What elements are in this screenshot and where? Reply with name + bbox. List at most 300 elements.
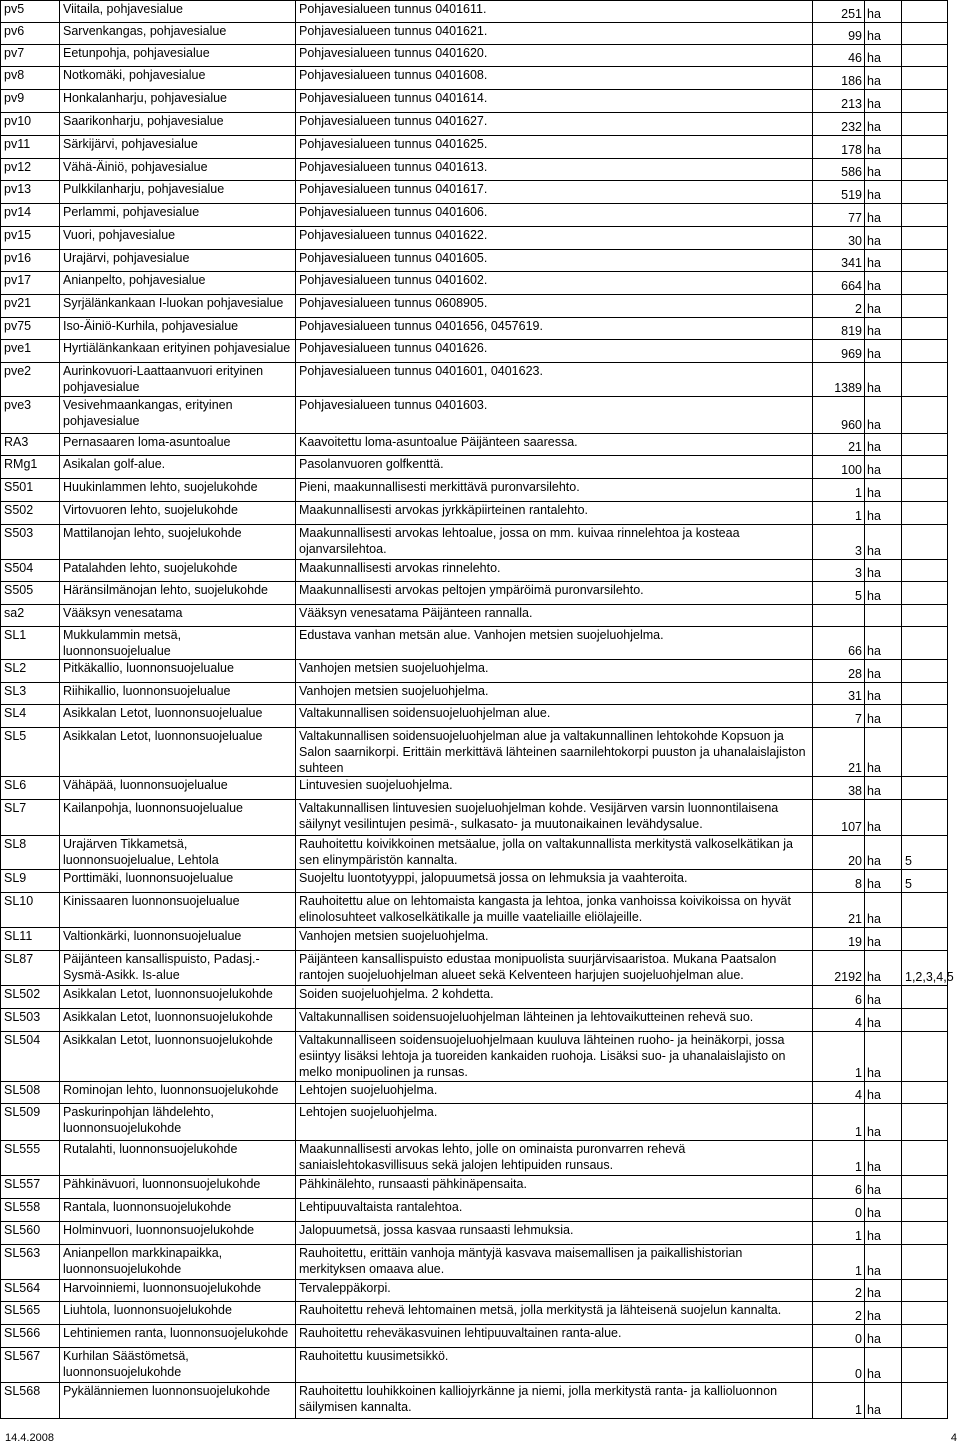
area-code-cell: S505 <box>1 582 60 605</box>
area-reference-cell <box>902 605 948 627</box>
area-code-cell: pv16 <box>1 250 60 272</box>
area-unit-cell: ha <box>865 45 902 67</box>
area-reference-cell <box>902 113 948 136</box>
area-name-cell: Aurinkovuori-Laattaanvuori erityinen pohjavesialue <box>60 363 296 397</box>
area-code-cell: SL1 <box>1 627 60 660</box>
area-unit-cell: ha <box>865 728 902 777</box>
area-size-cell: 2192 <box>813 951 865 986</box>
area-name-cell: Mattilanojan lehto, suojelukohde <box>60 525 296 560</box>
area-reference-cell <box>902 67 948 90</box>
area-name-cell: Asikkalan Letot, luonnonsuojelualue <box>60 705 296 728</box>
area-reference-cell <box>902 272 948 295</box>
area-size-cell: 4 <box>813 1009 865 1032</box>
area-code-cell: pve2 <box>1 363 60 397</box>
area-code-cell: SL566 <box>1 1325 60 1348</box>
area-code-cell: SL7 <box>1 800 60 836</box>
area-name-cell: Vähäpää, luonnonsuojelualue <box>60 777 296 800</box>
table-row <box>1 1222 948 1245</box>
area-unit-cell: ha <box>865 928 902 951</box>
area-code-cell: SL10 <box>1 893 60 928</box>
area-size-cell: 1 <box>813 479 865 502</box>
area-code-cell: SL557 <box>1 1176 60 1199</box>
area-unit-cell: ha <box>865 1199 902 1222</box>
area-code-cell: S503 <box>1 525 60 560</box>
table-row <box>1 1176 948 1199</box>
table-row <box>1 1325 948 1348</box>
area-code-cell: SL8 <box>1 836 60 870</box>
area-description-cell: Soiden suojeluohjelma. 2 kohdetta. <box>296 986 813 1009</box>
area-reference-cell: 5 <box>902 836 948 870</box>
area-code-cell: SL568 <box>1 1383 60 1419</box>
area-code-cell: pv8 <box>1 67 60 90</box>
table-row <box>1 1009 948 1032</box>
area-name-cell: Hyrtiälänkankaan erityinen pohjavesialue <box>60 340 296 363</box>
area-code-cell: SL564 <box>1 1280 60 1302</box>
area-unit-cell: ha <box>865 363 902 397</box>
area-code-cell: SL87 <box>1 951 60 986</box>
table-row <box>1 45 948 67</box>
area-unit-cell: ha <box>865 227 902 250</box>
area-description-cell: Rauhoitettu koivikkoinen metsäalue, jolla on valtakunnallista merkitystä valkoselkätikan ja sen elinympäristön kannalta. <box>296 836 813 870</box>
area-size-cell: 2 <box>813 1302 865 1325</box>
area-reference-cell <box>902 1383 948 1419</box>
area-code-cell: SL565 <box>1 1302 60 1325</box>
area-name-cell: Harvoinniemi, luonnonsuojelukohde <box>60 1280 296 1302</box>
area-unit-cell: ha <box>865 1 902 23</box>
area-reference-cell <box>902 525 948 560</box>
area-name-cell: Mukkulammin metsä, luonnonsuojelualue <box>60 627 296 660</box>
area-size-cell: 969 <box>813 340 865 363</box>
area-name-cell: Rantala, luonnonsuojelukohde <box>60 1199 296 1222</box>
area-size-cell: 1 <box>813 1141 865 1176</box>
area-description-cell: Maakunnallisesti arvokas jyrkkäpiirteinen rantalehto. <box>296 502 813 525</box>
table-row <box>1 627 948 660</box>
area-reference-cell <box>902 1032 948 1082</box>
footer-date: 14.4.2008 <box>5 1432 54 1444</box>
area-size-cell: 0 <box>813 1325 865 1348</box>
area-description-cell: Pähkinälehto, runsaasti pähkinäpensaita. <box>296 1176 813 1199</box>
area-size-cell: 251 <box>813 1 865 23</box>
area-code-cell: SL5 <box>1 728 60 777</box>
area-unit-cell: ha <box>865 113 902 136</box>
area-description-cell: Suojeltu luontotyyppi, jalopuumetsä jossa on lehmuksia ja vaahteroita. <box>296 870 813 893</box>
area-description-cell: Vanhojen metsien suojeluohjelma. <box>296 683 813 705</box>
footer-page-number: 4 <box>950 1432 957 1444</box>
area-unit-cell: ha <box>865 456 902 479</box>
area-size-cell: 38 <box>813 777 865 800</box>
table-row <box>1 181 948 204</box>
area-code-cell: S502 <box>1 502 60 525</box>
area-unit-cell: ha <box>865 340 902 363</box>
area-name-cell: Pulkkilanharju, pohjavesialue <box>60 181 296 204</box>
area-code-cell: pv11 <box>1 136 60 159</box>
area-code-cell: pv7 <box>1 45 60 67</box>
area-unit-cell: ha <box>865 250 902 272</box>
area-reference-cell <box>902 295 948 318</box>
table-row <box>1 1383 948 1419</box>
area-name-cell: Patalahden lehto, suojelukohde <box>60 560 296 582</box>
area-code-cell: SL567 <box>1 1348 60 1383</box>
area-unit-cell: ha <box>865 660 902 683</box>
table-row <box>1 800 948 836</box>
area-name-cell: Iso-Äiniö-Kurhila, pohjavesialue <box>60 318 296 340</box>
area-code-cell: pv14 <box>1 204 60 227</box>
area-reference-cell <box>902 204 948 227</box>
area-size-cell: 99 <box>813 23 865 45</box>
area-unit-cell: ha <box>865 986 902 1009</box>
area-unit-cell: ha <box>865 502 902 525</box>
table-row <box>1 836 948 870</box>
area-description-cell: Valtakunnallisen lintuvesien suojeluohjelman kohde. Vesijärven varsin luonnontilaisena säilynyt vesilintujen pesimä-, sulkasato- ja muutonaikainen levähdysalue. <box>296 800 813 836</box>
area-reference-cell <box>902 227 948 250</box>
area-name-cell: Lehtiniemen ranta, luonnonsuojelukohde <box>60 1325 296 1348</box>
area-unit-cell: ha <box>865 705 902 728</box>
area-size-cell: 0 <box>813 1348 865 1383</box>
area-reference-cell <box>902 1325 948 1348</box>
area-unit-cell: ha <box>865 204 902 227</box>
area-unit-cell: ha <box>865 893 902 928</box>
area-description-cell: Päijänteen kansallispuisto edustaa monipuolista suurjärvisaaristoa. Mukana Paatsalon rantojen suojeluohjelman alueet sekä Kelventeen harjujen suojeluohjelman alue. <box>296 951 813 986</box>
area-reference-cell <box>902 1 948 23</box>
area-reference-cell <box>902 502 948 525</box>
area-name-cell: Asikkalan Letot, luonnonsuojelukohde <box>60 986 296 1009</box>
area-code-cell: pv9 <box>1 90 60 113</box>
area-description-cell: Pohjavesialueen tunnus 0401622. <box>296 227 813 250</box>
area-size-cell: 2 <box>813 1280 865 1302</box>
area-unit-cell: ha <box>865 23 902 45</box>
area-unit-cell: ha <box>865 318 902 340</box>
area-size-cell: 186 <box>813 67 865 90</box>
area-reference-cell <box>902 45 948 67</box>
area-name-cell: Eetunpohja, pohjavesialue <box>60 45 296 67</box>
area-size-cell: 1389 <box>813 363 865 397</box>
area-description-cell: Maakunnallisesti arvokas lehto, jolle on ominaista puronvarren rehevä saniaislehtokasvillisuus sekä jalojen lehtipuiden runsaus. <box>296 1141 813 1176</box>
table-row <box>1 1 948 23</box>
table-row <box>1 705 948 728</box>
area-reference-cell <box>902 1280 948 1302</box>
area-unit-cell: ha <box>865 951 902 986</box>
area-unit-cell: ha <box>865 1141 902 1176</box>
area-unit-cell: ha <box>865 1302 902 1325</box>
area-unit-cell: ha <box>865 525 902 560</box>
area-table-body <box>1 1 954 1419</box>
table-row <box>1 605 948 627</box>
area-name-cell: Liuhtola, luonnonsuojelukohde <box>60 1302 296 1325</box>
table-row <box>1 928 948 951</box>
area-unit-cell: ha <box>865 1348 902 1383</box>
area-size-cell: 3 <box>813 525 865 560</box>
table-row <box>1 1104 948 1141</box>
area-size-cell: 21 <box>813 728 865 777</box>
area-size-cell: 341 <box>813 250 865 272</box>
area-unit-cell: ha <box>865 1325 902 1348</box>
area-description-cell: Maakunnallisesti arvokas rinnelehto. <box>296 560 813 582</box>
area-unit-cell: ha <box>865 1082 902 1104</box>
area-code-cell: RA3 <box>1 434 60 456</box>
area-size-cell: 46 <box>813 45 865 67</box>
table-row <box>1 1141 948 1176</box>
table-row <box>1 777 948 800</box>
area-description-cell: Pohjavesialueen tunnus 0401621. <box>296 23 813 45</box>
area-size-cell: 100 <box>813 456 865 479</box>
area-reference-cell <box>902 660 948 683</box>
area-name-cell: Porttimäki, luonnonsuojelualue <box>60 870 296 893</box>
area-code-cell: RMg1 <box>1 456 60 479</box>
area-name-cell: Valtionkärki, luonnonsuojelualue <box>60 928 296 951</box>
area-description-cell: Pohjavesialueen tunnus 0401602. <box>296 272 813 295</box>
area-reference-cell <box>902 90 948 113</box>
area-unit-cell: ha <box>865 777 902 800</box>
area-size-cell: 5 <box>813 582 865 605</box>
area-size-cell: 519 <box>813 181 865 204</box>
area-unit-cell: ha <box>865 582 902 605</box>
area-description-cell: Edustava vanhan metsän alue. Vanhojen metsien suojeluohjelma. <box>296 627 813 660</box>
area-unit-cell: ha <box>865 272 902 295</box>
area-code-cell: SL504 <box>1 1032 60 1082</box>
area-name-cell: Vesivehmaankangas, erityinen pohjavesialue <box>60 397 296 434</box>
area-reference-cell <box>902 479 948 502</box>
area-size-cell: 1 <box>813 502 865 525</box>
area-name-cell: Asikkalan Letot, luonnonsuojelualue <box>60 728 296 777</box>
area-unit-cell: ha <box>865 560 902 582</box>
area-reference-cell <box>902 928 948 951</box>
area-description-cell: Vanhojen metsien suojeluohjelma. <box>296 660 813 683</box>
area-name-cell: Anianpelto, pohjavesialue <box>60 272 296 295</box>
area-size-cell: 31 <box>813 683 865 705</box>
area-size-cell: 960 <box>813 397 865 434</box>
area-code-cell: SL563 <box>1 1245 60 1280</box>
area-code-cell: pv12 <box>1 159 60 181</box>
area-reference-cell <box>902 893 948 928</box>
area-description-cell: Rauhoitettu reheväkasvuinen lehtipuuvaltainen ranta-alue. <box>296 1325 813 1348</box>
area-name-cell: Honkalanharju, pohjavesialue <box>60 90 296 113</box>
area-description-cell: Pohjavesialueen tunnus 0401656, 0457619. <box>296 318 813 340</box>
area-code-cell: SL555 <box>1 1141 60 1176</box>
area-size-cell: 0 <box>813 1199 865 1222</box>
area-name-cell: Viitaila, pohjavesialue <box>60 1 296 23</box>
area-name-cell: Rominojan lehto, luonnonsuojelukohde <box>60 1082 296 1104</box>
table-row <box>1 1302 948 1325</box>
area-reference-cell <box>902 800 948 836</box>
area-description-cell: Vanhojen metsien suojeluohjelma. <box>296 928 813 951</box>
area-reference-cell <box>902 1082 948 1104</box>
area-reference-cell <box>902 1245 948 1280</box>
area-description-cell: Pohjavesialueen tunnus 0401606. <box>296 204 813 227</box>
area-unit-cell: ha <box>865 1176 902 1199</box>
area-reference-cell <box>902 1141 948 1176</box>
area-description-cell: Kaavoitettu loma-asuntoalue Päijänteen saaressa. <box>296 434 813 456</box>
area-description-cell: Rauhoitettu rehevä lehtomainen metsä, jolla merkitystä ja lähteisenä suojelun kannalta. <box>296 1302 813 1325</box>
area-size-cell: 4 <box>813 1082 865 1104</box>
area-reference-cell <box>902 159 948 181</box>
area-name-cell: Holminvuori, luonnonsuojelukohde <box>60 1222 296 1245</box>
area-name-cell: Pykälänniemen luonnonsuojelukohde <box>60 1383 296 1419</box>
table-row <box>1 23 948 45</box>
area-reference-cell <box>902 1199 948 1222</box>
area-name-cell: Riihikallio, luonnonsuojelualue <box>60 683 296 705</box>
table-row <box>1 90 948 113</box>
area-code-cell: SL11 <box>1 928 60 951</box>
table-row <box>1 870 948 893</box>
table-row <box>1 683 948 705</box>
table-row <box>1 479 948 502</box>
area-description-cell: Pohjavesialueen tunnus 0401626. <box>296 340 813 363</box>
table-row <box>1 159 948 181</box>
area-code-cell: pv13 <box>1 181 60 204</box>
area-description-cell: Rauhoitettu louhikkoinen kalliojyrkänne ja niemi, jolla merkitystä ranta- ja kallioluonnon säilymisen kannalta. <box>296 1383 813 1419</box>
table-row <box>1 272 948 295</box>
area-reference-cell <box>902 1302 948 1325</box>
table-row <box>1 1280 948 1302</box>
area-name-cell: Vuori, pohjavesialue <box>60 227 296 250</box>
area-description-cell: Lintuvesien suojeluohjelma. <box>296 777 813 800</box>
area-unit-cell: ha <box>865 870 902 893</box>
area-size-cell: 77 <box>813 204 865 227</box>
area-reference-cell <box>902 627 948 660</box>
area-name-cell: Vähä-Äiniö, pohjavesialue <box>60 159 296 181</box>
area-name-cell: Kailanpohja, luonnonsuojelualue <box>60 800 296 836</box>
area-size-cell: 1 <box>813 1245 865 1280</box>
area-description-cell: Valtakunnalliseen soidensuojeluohjelmaan kuuluva lähteinen ruoho- ja heinäkorpi, jossa esiintyy lisäksi lehtoja ja tuoreiden kankaiden ruohoja. Lisäksi suo- ja uhanalaislajisto on melko monipuolinen ja runsas. <box>296 1032 813 1082</box>
area-unit-cell: ha <box>865 434 902 456</box>
area-size-cell: 7 <box>813 705 865 728</box>
area-description-cell: Lehtojen suojeluohjelma. <box>296 1104 813 1141</box>
table-row <box>1 250 948 272</box>
table-row <box>1 67 948 90</box>
area-description-cell: Pohjavesialueen tunnus 0401605. <box>296 250 813 272</box>
table-row <box>1 728 948 777</box>
area-size-cell: 107 <box>813 800 865 836</box>
area-size-cell: 232 <box>813 113 865 136</box>
area-size-cell: 19 <box>813 928 865 951</box>
area-name-cell: Pitkäkallio, luonnonsuojelualue <box>60 660 296 683</box>
area-size-cell: 3 <box>813 560 865 582</box>
area-code-cell: S504 <box>1 560 60 582</box>
area-reference-cell <box>902 560 948 582</box>
area-description-cell: Tervaleppäkorpi. <box>296 1280 813 1302</box>
area-code-cell: SL509 <box>1 1104 60 1141</box>
area-description-cell: Pohjavesialueen tunnus 0401601, 0401623. <box>296 363 813 397</box>
area-code-cell: sa2 <box>1 605 60 627</box>
area-size-cell <box>813 605 865 627</box>
area-unit-cell: ha <box>865 1032 902 1082</box>
area-unit-cell <box>865 605 902 627</box>
area-unit-cell: ha <box>865 67 902 90</box>
area-unit-cell: ha <box>865 627 902 660</box>
area-size-cell: 664 <box>813 272 865 295</box>
area-unit-cell: ha <box>865 90 902 113</box>
area-code-cell: SL508 <box>1 1082 60 1104</box>
table-row <box>1 204 948 227</box>
area-unit-cell: ha <box>865 136 902 159</box>
area-description-cell: Pohjavesialueen tunnus 0401613. <box>296 159 813 181</box>
area-unit-cell: ha <box>865 295 902 318</box>
area-unit-cell: ha <box>865 800 902 836</box>
area-code-cell: pve1 <box>1 340 60 363</box>
area-name-cell: Urajärven Tikkametsä, luonnonsuojelualue, Lehtola <box>60 836 296 870</box>
area-name-cell: Kinissaaren luonnonsuojelualue <box>60 893 296 928</box>
table-row <box>1 434 948 456</box>
area-name-cell: Saarikonharju, pohjavesialue <box>60 113 296 136</box>
area-reference-cell <box>902 986 948 1009</box>
area-code-cell: pve3 <box>1 397 60 434</box>
area-description-cell: Pohjavesialueen tunnus 0608905. <box>296 295 813 318</box>
table-row <box>1 525 948 560</box>
table-row <box>1 363 948 397</box>
table-row <box>1 560 948 582</box>
area-size-cell: 20 <box>813 836 865 870</box>
area-name-cell: Asikalan golf-alue. <box>60 456 296 479</box>
area-name-cell: Perlammi, pohjavesialue <box>60 204 296 227</box>
table-row <box>1 456 948 479</box>
area-name-cell: Asikkalan Letot, luonnonsuojelukohde <box>60 1032 296 1082</box>
table-row <box>1 502 948 525</box>
area-code-cell: pv6 <box>1 23 60 45</box>
area-description-cell: Pohjavesialueen tunnus 0401627. <box>296 113 813 136</box>
area-unit-cell: ha <box>865 1009 902 1032</box>
area-description-cell: Pohjavesialueen tunnus 0401620. <box>296 45 813 67</box>
table-row <box>1 397 948 434</box>
area-reference-cell <box>902 705 948 728</box>
area-name-cell: Rutalahti, luonnonsuojelukohde <box>60 1141 296 1176</box>
area-size-cell: 1 <box>813 1032 865 1082</box>
area-description-cell: Pohjavesialueen tunnus 0401608. <box>296 67 813 90</box>
area-unit-cell: ha <box>865 683 902 705</box>
area-size-cell: 28 <box>813 660 865 683</box>
area-description-cell: Lehtojen suojeluohjelma. <box>296 1082 813 1104</box>
area-unit-cell: ha <box>865 159 902 181</box>
area-code-cell: pv21 <box>1 295 60 318</box>
area-unit-cell: ha <box>865 836 902 870</box>
area-code-cell: S501 <box>1 479 60 502</box>
area-size-cell: 586 <box>813 159 865 181</box>
area-reference-cell <box>902 683 948 705</box>
table-row <box>1 1199 948 1222</box>
area-code-cell: pv15 <box>1 227 60 250</box>
area-size-cell: 66 <box>813 627 865 660</box>
area-name-cell: Pähkinävuori, luonnonsuojelukohde <box>60 1176 296 1199</box>
area-name-cell: Anianpellon markkinapaikka, luonnonsuojelukohde <box>60 1245 296 1280</box>
area-size-cell: 21 <box>813 893 865 928</box>
area-code-cell: SL2 <box>1 660 60 683</box>
area-size-cell: 21 <box>813 434 865 456</box>
area-reference-cell <box>902 1176 948 1199</box>
table-row <box>1 893 948 928</box>
area-code-cell: pv17 <box>1 272 60 295</box>
area-size-cell: 178 <box>813 136 865 159</box>
table-row <box>1 227 948 250</box>
area-reference-cell: 5 <box>902 870 948 893</box>
area-description-cell: Pohjavesialueen tunnus 0401625. <box>296 136 813 159</box>
area-description-cell: Valtakunnallisen soidensuojeluohjelman alue ja valtakunnallinen lehtokohde Kopsuon ja Salon saarnikorpi. Erittäin merkittävä lähteinen saarnilehtokorpi puuston ja uhanalaislajiston suhteen <box>296 728 813 777</box>
table-row <box>1 340 948 363</box>
area-name-cell: Asikkalan Letot, luonnonsuojelukohde <box>60 1009 296 1032</box>
table-row <box>1 136 948 159</box>
area-name-cell: Syrjälänkankaan I-luokan pohjavesialue <box>60 295 296 318</box>
area-description-cell: Rauhoitettu alue on lehtomaista kangasta ja lehtoa, jonka vanhoissa koivikoissa on hyvät elinolosuhteet valkoselkätikalle ja muille vaateliaille eliölajeille. <box>296 893 813 928</box>
area-size-cell: 1 <box>813 1222 865 1245</box>
area-unit-cell: ha <box>865 1245 902 1280</box>
area-reference-cell <box>902 1348 948 1383</box>
area-name-cell: Urajärvi, pohjavesialue <box>60 250 296 272</box>
area-reference-cell: 1,2,3,4,5 <box>902 951 948 986</box>
area-size-cell: 8 <box>813 870 865 893</box>
area-code-cell: SL502 <box>1 986 60 1009</box>
area-description-cell: Pohjavesialueen tunnus 0401617. <box>296 181 813 204</box>
area-unit-cell: ha <box>865 1222 902 1245</box>
table-row <box>1 1348 948 1383</box>
table-row <box>1 582 948 605</box>
